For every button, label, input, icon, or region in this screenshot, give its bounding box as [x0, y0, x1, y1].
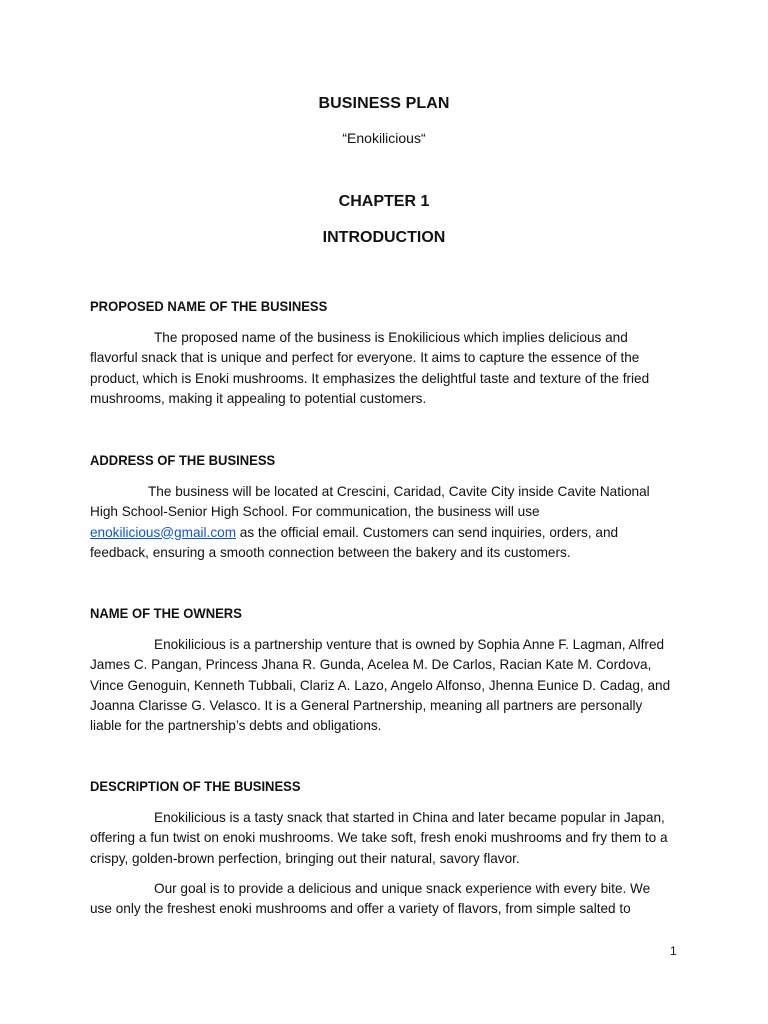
chapter-title: INTRODUCTION	[322, 229, 446, 246]
address-text-before: The business will be located at Crescini, Caridad, Cavite City inside Cavite National High School-Senior High School. For communication, the business will use	[90, 484, 650, 520]
address-text-after: as the official email. Customers can send inquiries, orders, and feedback, ensuring a smooth connection between the bakery and its customers.	[90, 524, 619, 560]
section-paragraph-proposed-name	[90, 328, 674, 409]
email-link[interactable]: enokilicious@gmail.com	[90, 524, 237, 540]
business-name-subtitle: “Enokilicious“	[342, 130, 426, 146]
section-paragraph-description-2	[90, 879, 674, 920]
section-paragraph-address	[90, 482, 674, 563]
section-heading-owners: NAME OF THE OWNERS	[90, 605, 242, 621]
section-paragraph-owners	[90, 635, 674, 736]
proposed-name-text: The proposed name of the business is Enokilicious which implies delicious and flavorful snack that is unique and perfect for everyone. It aims to capture the essence of the product, which is Enoki mushrooms. It emphasizes the delightful taste and texture of the fried mushrooms, making it appealing to potential customers.	[90, 330, 650, 406]
section-paragraph-description-1	[90, 808, 674, 869]
section-heading-description: DESCRIPTION OF THE BUSINESS	[90, 778, 301, 794]
section-heading-address: ADDRESS OF THE BUSINESS	[90, 452, 276, 468]
description-text-1: Enokilicious is a tasty snack that started in China and later became popular in Japan, offering a fun twist on enoki mushrooms. We take soft, fresh enoki mushrooms and fry them to a crispy, golden-brown perfection, bringing out their natural, savory flavor.	[90, 810, 668, 866]
document-title: BUSINESS PLAN	[318, 95, 450, 112]
section-heading-proposed-name: PROPOSED NAME OF THE BUSINESS	[90, 298, 328, 314]
owners-text: Enokilicious is a partnership venture that is owned by Sophia Anne F. Lagman, Alfred James C. Pangan, Princess Jhana R. Gunda, Acelea M. De Carlos, Racian Kate M. Cordova, Vince Genoguin, Kenneth Tubbali, Clariz A. Lazo, Angelo Alfonso, Jhenna Eunice D. Cadag, and Joanna Clarisse G. Velasco. It is a General Partnership, meaning all partners are personally liable for the partnership’s debts and obligations.	[90, 637, 671, 734]
description-text-2: Our goal is to provide a delicious and unique snack experience with every bite. We use only the freshest enoki mushrooms and offer a variety of flavors, from simple salted to	[90, 881, 651, 917]
chapter-label: CHAPTER 1	[338, 193, 430, 210]
page-number: 1	[670, 944, 677, 958]
